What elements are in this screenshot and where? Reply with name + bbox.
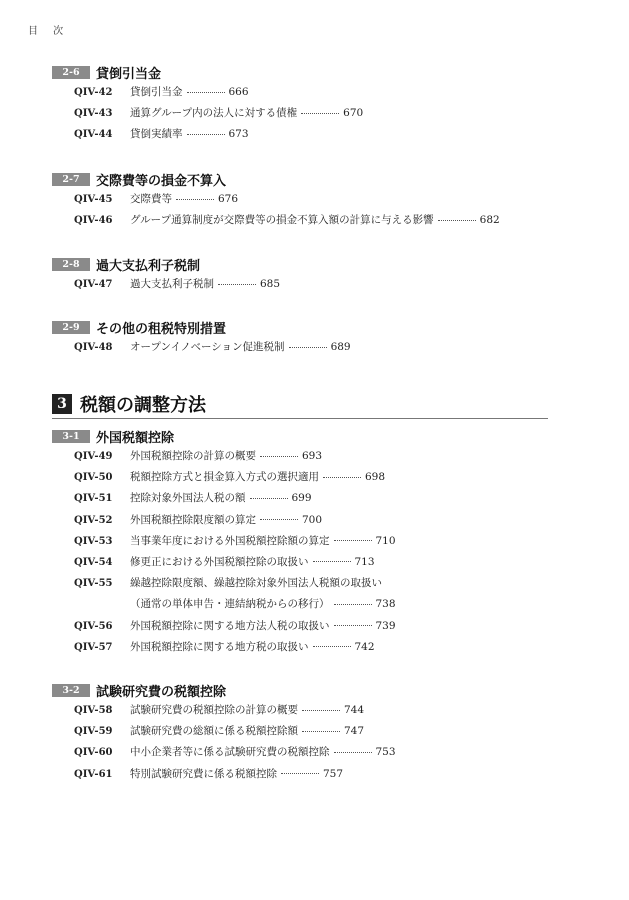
entry-title: 外国税額控除の計算の概要 xyxy=(130,450,256,462)
entry-title: 交際費等 xyxy=(130,193,172,205)
entry-title: 特別試験研究費に係る税額控除 xyxy=(130,767,277,780)
toc-entry[interactable] xyxy=(52,82,552,103)
section-heading xyxy=(52,62,552,82)
entry-id: QIV-60 xyxy=(74,747,113,759)
toc-entry[interactable] xyxy=(52,700,552,721)
entry-title: 過大支払利子税制 xyxy=(130,278,214,290)
section-heading xyxy=(52,680,552,700)
entry-id: QIV-61 xyxy=(74,768,113,780)
leader-dots xyxy=(334,540,372,541)
entry-id: QIV-52 xyxy=(74,514,113,526)
toc-entry[interactable] xyxy=(52,103,552,124)
entry-id: QIV-54 xyxy=(74,556,113,568)
entry-title: 税額控除方式と損金算入方式の選択適用 xyxy=(130,471,319,484)
entry-title: 外国税額控除限度額の算定 xyxy=(130,513,256,526)
entry-page: 682 xyxy=(479,214,500,227)
entry-id: QIV-57 xyxy=(74,641,113,653)
toc-entry[interactable] xyxy=(52,616,552,637)
leader-dots xyxy=(176,199,214,200)
section-heading xyxy=(52,426,552,446)
toc-entry[interactable] xyxy=(52,573,552,594)
entry-page: 747 xyxy=(344,725,365,738)
section-2-8 xyxy=(52,254,552,295)
entry-page: 713 xyxy=(354,555,375,568)
entry-id: QIV-42 xyxy=(74,87,113,98)
entry-title: 中小企業者等に係る試験研究費の税額控除 xyxy=(130,746,330,759)
chapter-title: 税額の調整方法 xyxy=(80,395,206,416)
entry-id: QIV-44 xyxy=(74,129,113,141)
leader-dots xyxy=(313,561,351,562)
entry-page: 685 xyxy=(260,278,281,290)
entry-id: QIV-48 xyxy=(74,342,113,353)
entry-page: 689 xyxy=(330,341,351,353)
entry-title: 当事業年度における外国税額控除額の算定 xyxy=(130,534,330,547)
toc-entry[interactable] xyxy=(52,467,552,488)
entry-title: グループ通算制度が交際費等の損金不算入額の計算に与える影響 xyxy=(130,214,434,227)
entry-title: 試験研究費の総額に係る税額控除額 xyxy=(130,725,298,738)
entry-id: QIV-53 xyxy=(74,535,113,547)
entry-id: QIV-51 xyxy=(74,493,113,505)
leader-dots xyxy=(334,604,372,605)
leader-dots xyxy=(438,220,476,221)
leader-dots xyxy=(313,646,351,647)
leader-dots xyxy=(301,113,339,114)
entry-page: 742 xyxy=(354,640,375,653)
section-3-2 xyxy=(52,680,552,785)
leader-dots xyxy=(260,456,298,457)
section-number: 2-8 xyxy=(52,258,90,271)
section-title: その他の租税特別措置 xyxy=(96,321,227,337)
entry-page: 673 xyxy=(228,128,249,141)
section-2-9 xyxy=(52,317,552,358)
toc-entry[interactable] xyxy=(52,637,552,658)
entry-page: 666 xyxy=(228,86,249,98)
entry-id: QIV-55 xyxy=(74,578,113,590)
toc-entry[interactable] xyxy=(52,210,552,231)
entry-page: 738 xyxy=(375,598,396,611)
leader-dots xyxy=(334,625,372,626)
section-title: 交際費等の損金不算入 xyxy=(96,173,227,189)
section-heading xyxy=(52,317,552,337)
leader-dots xyxy=(289,347,327,348)
entry-id: QIV-59 xyxy=(74,726,113,738)
toc-entry[interactable] xyxy=(52,124,552,145)
section-number: 2-7 xyxy=(52,173,90,186)
toc-entry[interactable] xyxy=(52,721,552,742)
section-number: 3-2 xyxy=(52,684,90,697)
entry-title: オープンイノベーション促進税制 xyxy=(130,341,285,353)
entry-title: 試験研究費の税額控除の計算の概要 xyxy=(130,704,298,716)
entry-title: 貸倒実績率 xyxy=(130,128,183,141)
leader-dots xyxy=(187,92,225,93)
section-number: 2-6 xyxy=(52,66,90,79)
entry-title: 控除対象外国法人税の額 xyxy=(130,492,246,505)
toc-entry[interactable] xyxy=(52,764,552,785)
toc-entry[interactable] xyxy=(52,488,552,509)
toc-entry[interactable] xyxy=(52,189,552,210)
leader-dots xyxy=(260,519,298,520)
running-head: 目 次 xyxy=(28,26,70,37)
toc-entry[interactable] xyxy=(52,337,552,358)
section-title: 試験研究費の税額控除 xyxy=(96,684,227,700)
entry-id: QIV-43 xyxy=(74,108,113,120)
toc-entry-continuation[interactable] xyxy=(52,594,552,615)
section-2-7 xyxy=(52,169,552,231)
entry-page: 699 xyxy=(291,492,312,505)
leader-dots xyxy=(334,752,372,753)
entry-title: 繰越控除限度額、繰越控除対象外国法人税額の取扱い xyxy=(130,577,382,590)
leader-dots xyxy=(323,477,361,478)
entry-title: 外国税額控除に関する地方法人税の取扱い xyxy=(130,619,330,632)
toc-entry[interactable] xyxy=(52,742,552,763)
entry-id: QIV-58 xyxy=(74,705,113,716)
leader-dots xyxy=(187,134,225,135)
entry-page: 676 xyxy=(218,193,239,205)
entry-page: 757 xyxy=(323,767,344,780)
toc-entry[interactable] xyxy=(52,446,552,467)
entry-page: 710 xyxy=(375,534,396,547)
entry-page: 739 xyxy=(375,619,396,632)
leader-dots xyxy=(250,498,288,499)
toc-entry[interactable] xyxy=(52,274,552,295)
section-title: 貸倒引当金 xyxy=(96,66,162,82)
entry-title: （通常の単体申告・連結納税からの移行） xyxy=(130,598,330,611)
entry-id: QIV-46 xyxy=(74,215,113,227)
section-heading xyxy=(52,254,552,274)
section-number: 3-1 xyxy=(52,430,90,443)
section-title: 外国税額控除 xyxy=(96,430,175,446)
toc-entry[interactable] xyxy=(52,510,552,531)
section-heading xyxy=(52,169,552,189)
entry-title: 貸倒引当金 xyxy=(130,86,183,98)
entry-page: 698 xyxy=(365,471,386,484)
entry-id: QIV-49 xyxy=(74,451,113,462)
entry-page: 700 xyxy=(302,513,323,526)
section-3-1 xyxy=(52,426,552,658)
toc-entry[interactable] xyxy=(52,552,552,573)
entry-page: 753 xyxy=(375,746,396,759)
entry-title: 修更正における外国税額控除の取扱い xyxy=(130,555,309,568)
leader-dots xyxy=(218,284,256,285)
entry-id: QIV-45 xyxy=(74,194,113,205)
entry-id: QIV-50 xyxy=(74,472,113,484)
entry-title: 外国税額控除に関する地方税の取扱い xyxy=(130,640,309,653)
entry-page: 693 xyxy=(302,450,323,462)
entry-title: 通算グループ内の法人に対する債権 xyxy=(130,107,298,120)
entry-page: 670 xyxy=(343,107,364,120)
leader-dots xyxy=(302,710,340,711)
leader-dots xyxy=(302,731,340,732)
section-title: 過大支払利子税制 xyxy=(96,258,201,274)
entry-id: QIV-47 xyxy=(74,279,113,290)
section-2-6 xyxy=(52,62,552,146)
chapter-heading xyxy=(52,390,548,419)
entry-page: 744 xyxy=(344,704,365,716)
entry-id: QIV-56 xyxy=(74,620,113,632)
toc-entry[interactable] xyxy=(52,531,552,552)
leader-dots xyxy=(281,773,319,774)
chapter-number: 3 xyxy=(52,394,72,414)
section-number: 2-9 xyxy=(52,321,90,334)
